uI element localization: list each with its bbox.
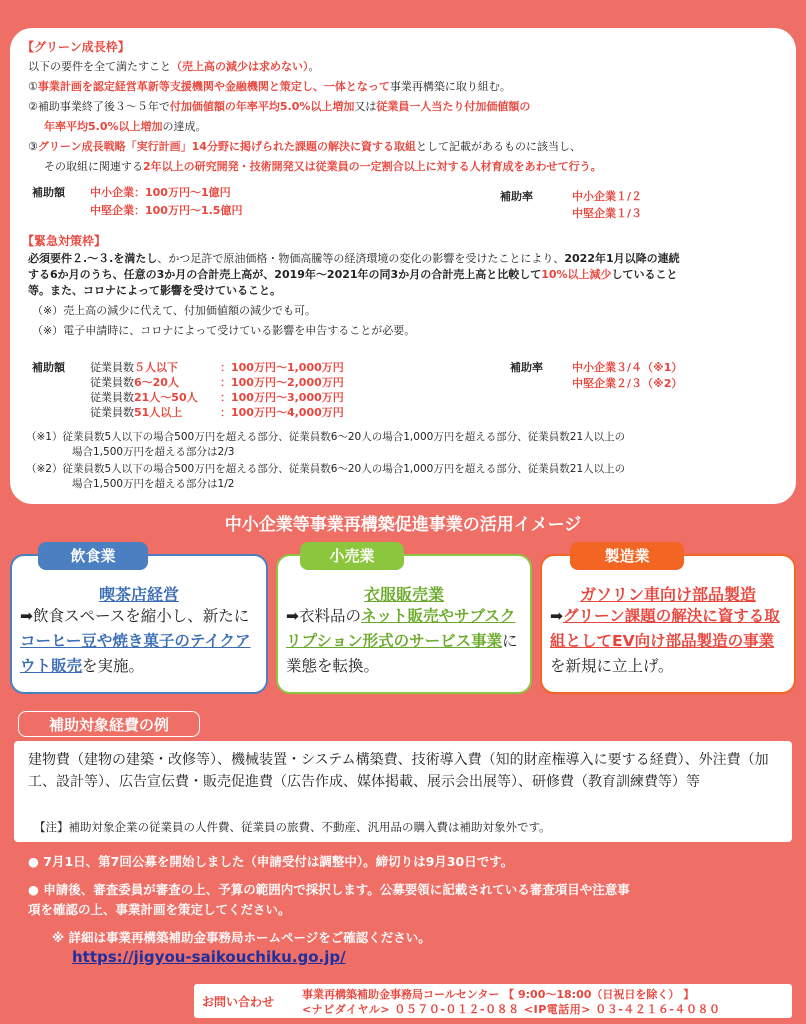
card-retail-tag: 小売業 <box>300 542 404 570</box>
emergency-title: 【緊急対策枠】 <box>22 234 107 248</box>
green-rate-2: 中堅企業１/３ <box>572 207 643 220</box>
green-req-3: ③グリーン成長戦略「実行計画」14分野に掲げられた課題の解決に資する取組として記載があるものに該当し、 <box>28 140 581 153</box>
card-food-title: 喫茶店経営 <box>98 585 179 604</box>
green-amount-2: 中堅企業：100万円～1.5億円 <box>90 204 243 217</box>
card-manufacturing <box>540 547 796 694</box>
green-growth-title: 【グリーン成長枠】 <box>22 40 130 54</box>
footnote-2b: 場合1,500万円を超える部分は1/2 <box>72 478 235 490</box>
program-requirements-panel <box>10 28 796 504</box>
card-food-body: ➡飲食スペースを縮小し、新たにコーヒー豆や焼き菓子のテイクアウト販売を実施。 <box>20 607 251 675</box>
green-req-3-cont: その取組に関連する2年以上の研究開発・技術開発又は従業員の一定割合以上に対する人材育成をあわせて行う。 <box>44 160 602 173</box>
amount-row: 従業員数6～20人 ：100万円～2,000万円 <box>90 376 344 389</box>
contact-hours: 事業再構築補助金事務局コールセンター 【 9:00～18:00（日祝日を除く） 】 <box>302 988 695 1001</box>
card-retail-body: ➡衣料品のネット販売やサブスクリプション形式のサービス事業に業態を転換。 <box>286 607 518 675</box>
card-food <box>10 547 268 694</box>
emergency-note-2: （※）電子申請時に、コロナによって受けている影響を申告することが必要。 <box>32 324 416 337</box>
contact-box <box>194 984 792 1018</box>
amount-row: 従業員数51人以上 ：100万円～4,000万円 <box>90 406 344 419</box>
emergency-note-1: （※）売上高の減少に代えて、付加価値額の減少でも可。 <box>32 304 316 317</box>
footnote-1a: （※1）従業員数5人以下の場合500万円を超える部分、従業員数6～20人の場合1,000万円を超える部分、従業員数21人以上の <box>26 431 626 443</box>
expenses-label: 補助対象経費の例 <box>18 711 200 737</box>
green-amount-label: 補助額 <box>32 186 65 199</box>
emergency-rate-2: 中堅企業２/３（※2） <box>572 377 683 390</box>
card-retail-title: 衣服販売業 <box>363 585 444 604</box>
expenses-box <box>14 741 792 842</box>
emergency-para-1: 必須要件２.～３.を満たし、かつ足許で原油価格・物価高騰等の経済環境の変化の影響を受けたことにより、2022年1月以降の連続 <box>28 252 680 265</box>
green-rate-label: 補助率 <box>500 190 533 203</box>
green-rate-1: 中小企業１/２ <box>572 190 643 203</box>
green-req-2-cont: 年率平均5.0%以上増加の達成。 <box>44 120 207 133</box>
notice-review: ● 申請後、審査委員が審査の上、予算の範囲内で採択します。公募要領に記載されている審査項目や注意事 <box>28 882 630 897</box>
expenses-text: 建物費（建物の建築・改修等）、機械装置・システム構築費、技術導入費（知的財産権導入に要する経費）、外注費（加工、設計等）、広告宣伝費・販売促進費（広告作成、媒体掲載、展示会出展等）、研修費（教育訓練費等）等 <box>28 752 769 790</box>
green-amount-1: 中小企業：100万円～1億円 <box>90 186 231 199</box>
card-manufacturing-tag: 製造業 <box>570 542 684 570</box>
emergency-para-2: する6か月のうち、任意の3か月の合計売上高が、2019年～2021年の同3か月の合計売上高と比較して10%以上減少していること <box>28 268 678 281</box>
emergency-amount-label: 補助額 <box>32 361 65 374</box>
green-req-1: ①事業計画を認定経営革新等支援機関や金融機関と策定し、一体となって事業再構築に取り組む。 <box>28 80 511 93</box>
emergency-para-3: 等。また、コロナによって影響を受けていること。 <box>28 284 281 297</box>
card-food-tag: 飲食業 <box>38 542 148 570</box>
notice-details: ※ 詳細は事業再構築補助金事務局ホームページをご確認ください。 <box>52 930 431 945</box>
card-manufacturing-body: ➡グリーン課題の解決に資する取組としてEV向け部品製造の事業を新規に立上げ。 <box>550 607 780 675</box>
notice-review-cont: 項を確認の上、事業計画を策定してください。 <box>28 902 291 917</box>
amount-row: 従業員数５人以下 ：100万円～1,000万円 <box>90 361 344 374</box>
card-retail <box>276 547 532 694</box>
green-intro: 以下の要件を全て満たすこと（売上高の減少は求めない）。 <box>28 60 320 73</box>
contact-label: お問い合わせ <box>202 995 275 1009</box>
amount-row: 従業員数21人～50人 ：100万円～3,000万円 <box>90 391 344 404</box>
contact-phone[interactable]: <ナビダイヤル> ０５７０-０１２-０８８ <IP電話用> ０３-４２１６-４０８０ <box>302 1003 721 1016</box>
emergency-rate-label: 補助率 <box>510 361 543 374</box>
card-manufacturing-title: ガソリン車向け部品製造 <box>579 585 756 604</box>
footnote-2a: （※2）従業員数5人以下の場合500万円を超える部分、従業員数6～20人の場合1,000万円を超える部分、従業員数21人以上の <box>26 463 626 475</box>
expenses-note: 【注】補助対象企業の従業員の人件費、従業員の旅費、不動産、汎用品の購入費は補助対象外です。 <box>34 820 551 834</box>
green-req-2: ②補助事業終了後３～５年で付加価値額の年率平均5.0%以上増加又は従業員一人当たり付加価値額の <box>28 100 531 113</box>
footnote-1b: 場合1,500万円を超える部分は2/3 <box>72 446 235 458</box>
website-link[interactable]: https://jigyou-saikouchiku.go.jp/ <box>72 948 346 966</box>
emergency-rate-1: 中小企業３/４（※1） <box>572 361 683 374</box>
notice-schedule: ● 7月1日、第7回公募を開始しました（申請受付は調整中）。締切りは9月30日です。 <box>28 854 514 869</box>
usage-title: 中小企業等事業再構築促進事業の活用イメージ <box>224 515 582 535</box>
